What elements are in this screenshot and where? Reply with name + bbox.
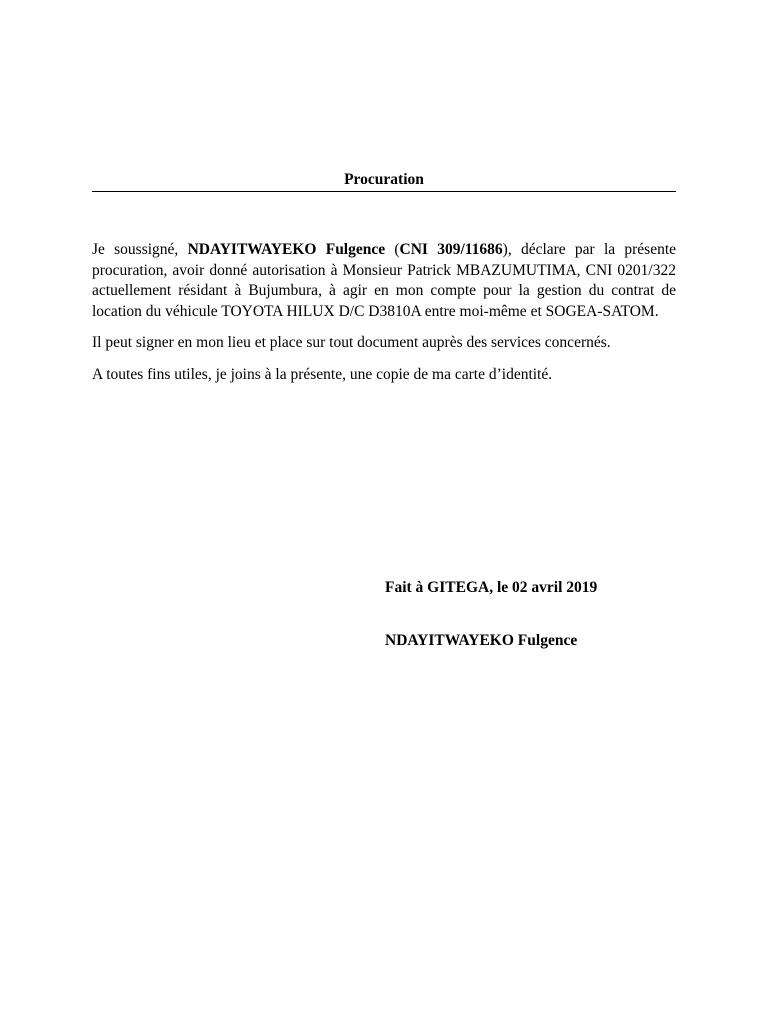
declaration-paren-open: ( — [385, 241, 400, 258]
paragraph-signing-rights: Il peut signer en mon lieu et place sur tout document auprès des services concernés. — [92, 334, 611, 351]
declaration-rest: ), déclare par la présente procuration, avoir donné autorisation à Monsieur Patrick MBAZUMUTIMA, CNI 0201/322 actuellement résidant à Bujumbura, à agir en mon compte pour la gestion du contrat de location du véhicule TOYOTA HILUX D/C D3810A entre moi-même et SOGEA-SATOM. — [92, 241, 677, 320]
declarant-cni: CNI 309/11686 — [399, 241, 503, 258]
title-underline-rule — [92, 191, 676, 192]
document-title: Procuration — [344, 171, 424, 188]
paragraph-attachment: A toutes fins utiles, je joins à la présente, une copie de ma carte d’identité. — [92, 365, 553, 383]
signature-name: NDAYITWAYEKO Fulgence — [385, 632, 578, 649]
signature-block — [385, 578, 685, 651]
declaration-intro: Je soussigné, — [92, 241, 188, 258]
declarant-name: NDAYITWAYEKO Fulgence — [187, 241, 386, 258]
signature-place-date: Fait à GITEGA, le 02 avril 2019 — [385, 579, 598, 596]
document-body — [92, 240, 676, 396]
paragraph-declaration — [92, 240, 676, 322]
